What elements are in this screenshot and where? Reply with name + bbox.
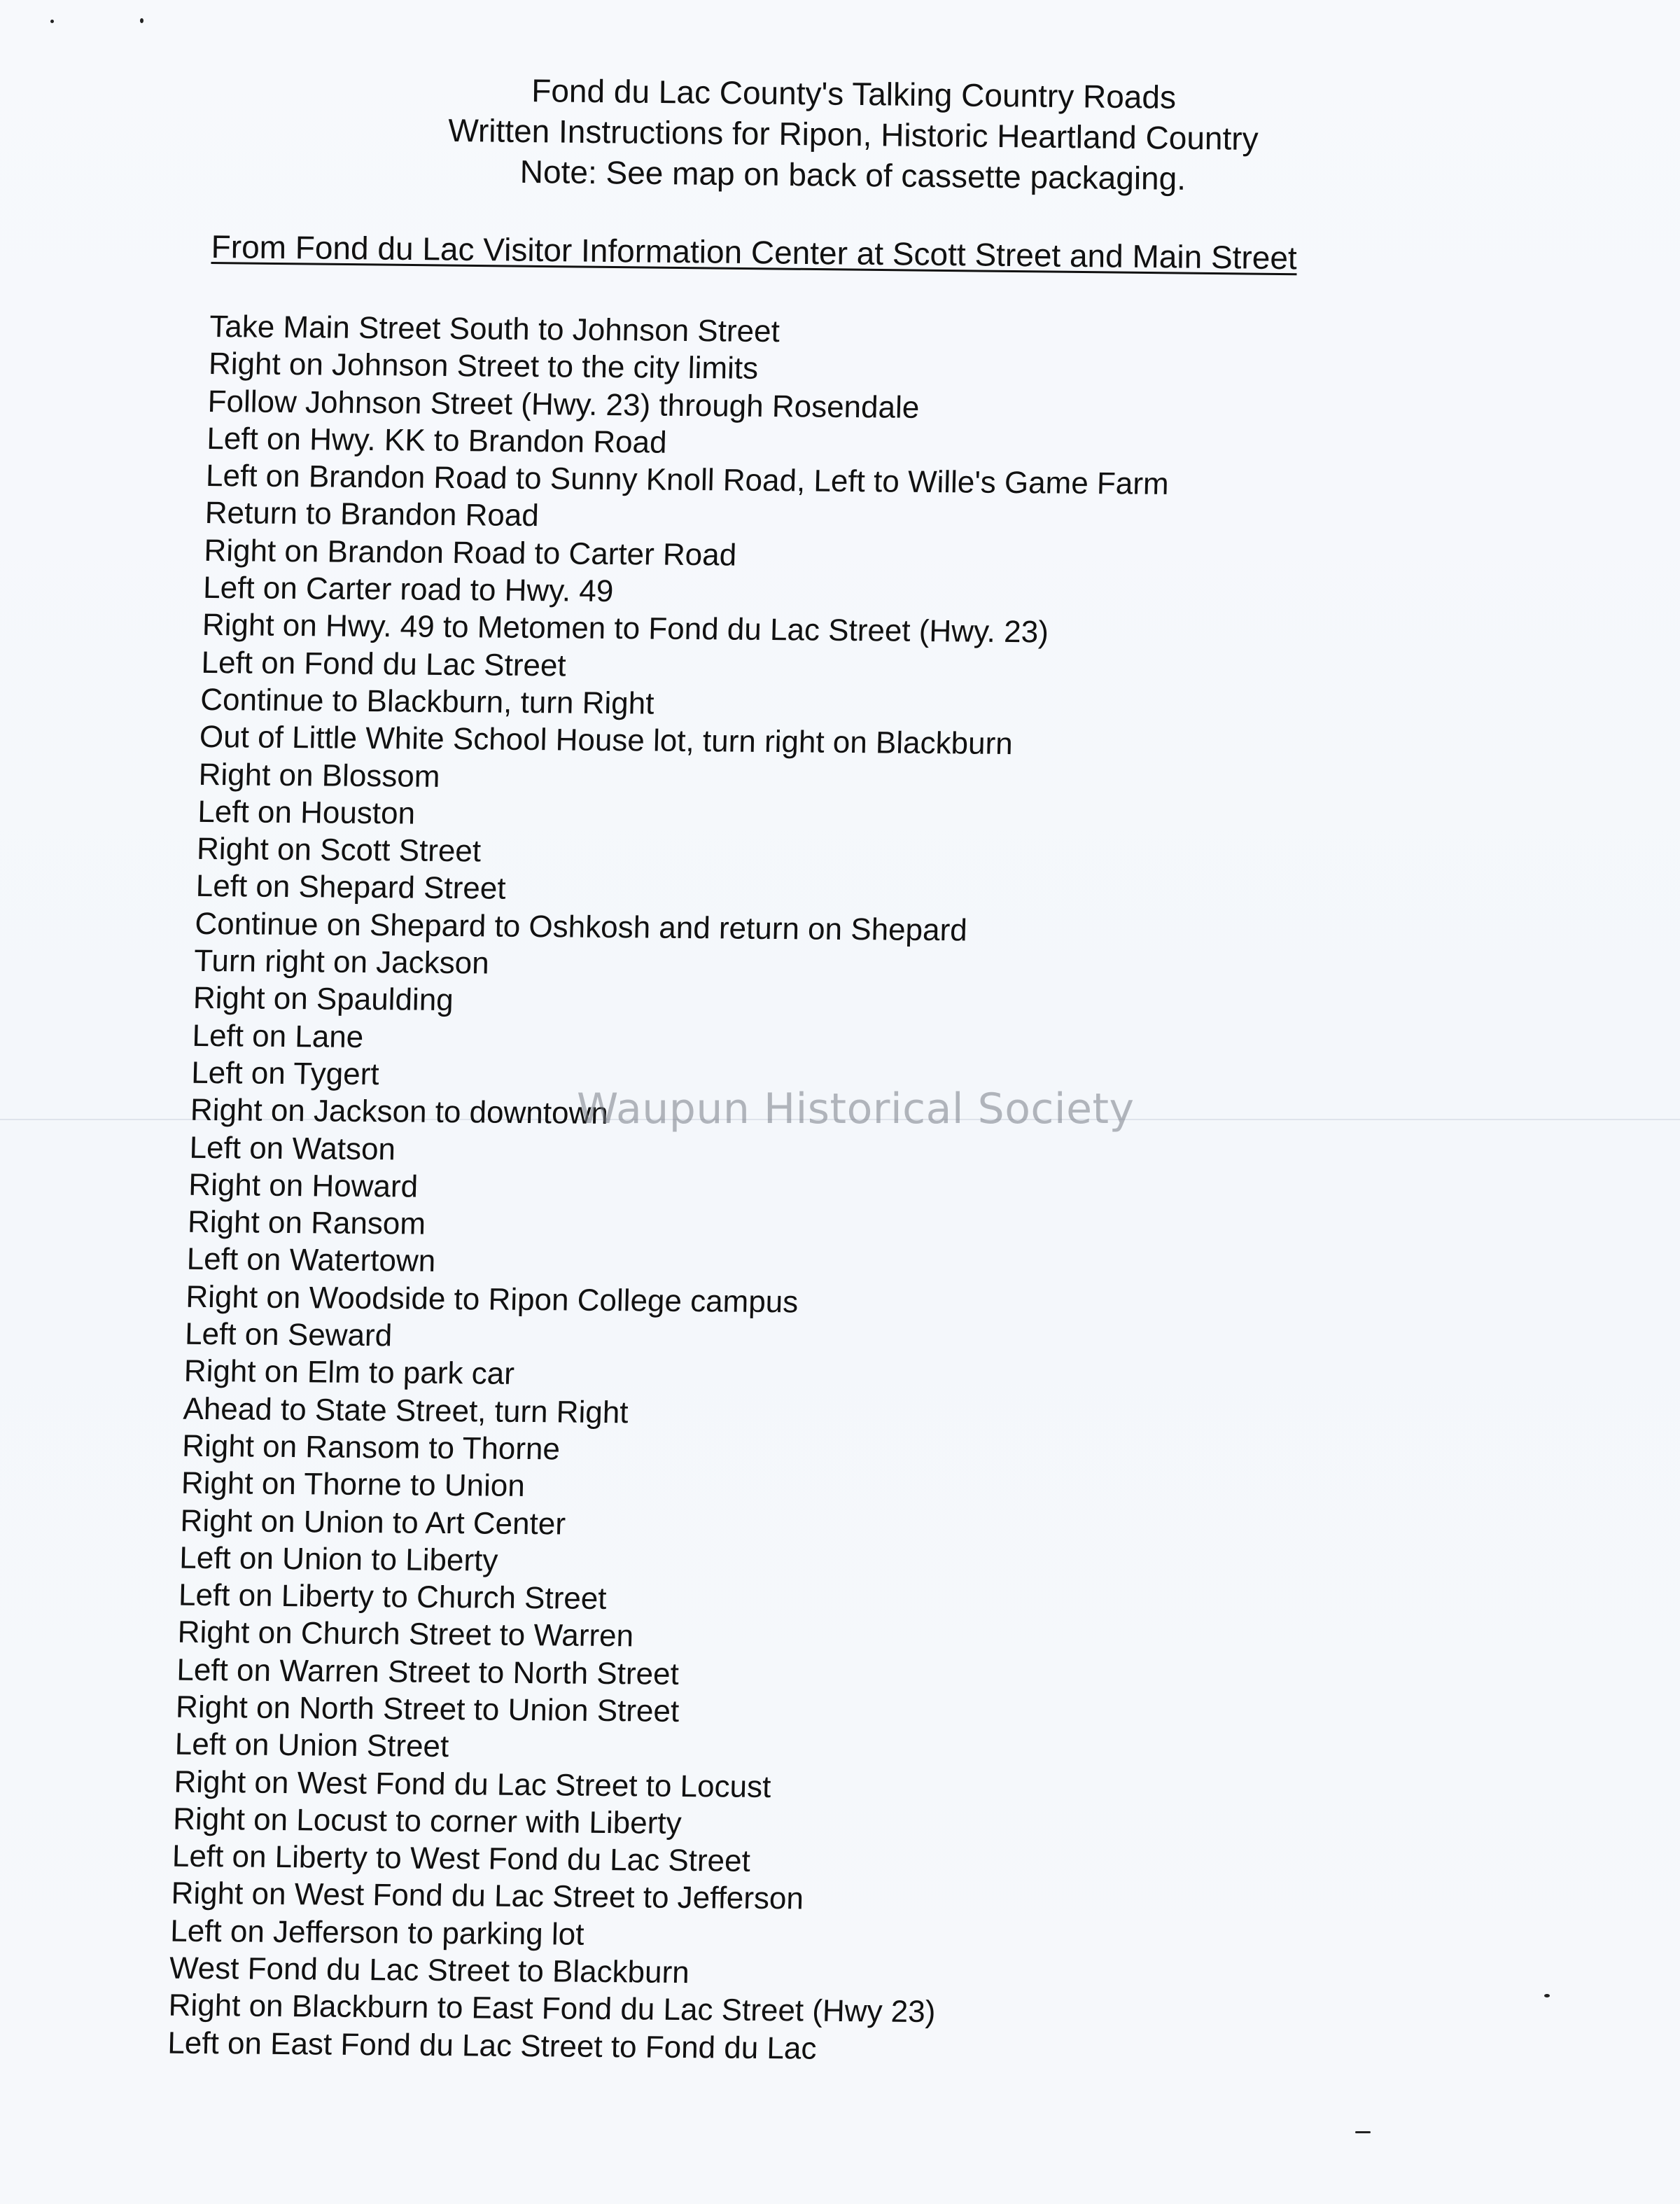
direction-step: Right on Spaulding [192,981,454,1018]
direction-step: Left on Union Street [174,1727,449,1764]
direction-step: Right on Jackson to downtown [190,1093,609,1131]
direction-step: Ahead to State Street, turn Right [182,1391,629,1430]
direction-step: Left on Liberty to West Fond du Lac Street [172,1839,751,1878]
direction-step: Left on Watson [189,1130,396,1166]
direction-step: Right on West Fond du Lac Street to Jefferson [171,1876,804,1916]
direction-step: Left on Seward [184,1316,393,1353]
scan-speck [140,18,144,23]
direction-step: Left on Warren Street to North Street [176,1652,680,1692]
direction-step: Continue to Blackburn, turn Right [200,682,655,721]
document-header [391,69,1316,200]
direction-step: Right on Johnson Street to the city limits [208,347,759,386]
scan-speck [50,20,54,23]
direction-step: Continue on Shepard to Oshkosh and return on Shepard [194,906,968,948]
direction-step: Right on Scott Street [196,832,482,869]
header-title: Fond du Lac County's Talking Country Roads [531,72,1177,116]
direction-step: Out of Little White School House lot, turn right on Blackburn [199,720,1014,762]
direction-step: Left on Jefferson to parking lot [169,1913,585,1952]
direction-step: Left on Tygert [190,1055,380,1092]
direction-step: Follow Johnson Street (Hwy. 23) through Rosendale [207,384,920,425]
direction-step: Right on Blossom [198,757,441,794]
route-subheading: From Fond du Lac Visitor Information Center at Scott Street and Main Street [211,228,1298,277]
direction-step: Take Main Street South to Johnson Street [209,309,780,349]
direction-step: West Fond du Lac Street to Blackburn [169,1951,690,1990]
header-subtitle: Written Instructions for Ripon, Historic Heartland Country [448,111,1259,157]
direction-step: Right on Hwy. 49 to Metomen to Fond du Lac Street (Hwy. 23) [202,608,1049,650]
direction-step: Left on Brandon Road to Sunny Knoll Road, Left to Wille's Game Farm [205,459,1170,502]
direction-step: Left on Hwy. KK to Brandon Road [206,421,668,460]
scan-speck [1355,2131,1371,2133]
direction-step: Right on Thorne to Union [181,1465,526,1504]
direction-step: Left on Liberty to Church Street [178,1577,608,1617]
direction-step: Right on Ransom to Thorne [181,1428,561,1467]
direction-step: Right on Woodside to Ripon College campus [185,1279,799,1320]
direction-step: Right on Howard [188,1167,419,1204]
direction-step: Left on Watertown [186,1242,436,1279]
direction-step: Right on Brandon Road to Carter Road [203,533,737,573]
direction-step: Right on West Fond du Lac Street to Locust [173,1764,771,1804]
direction-step: Return to Brandon Road [204,496,540,533]
direction-step: Left on Lane [192,1018,364,1054]
direction-step: Left on Fond du Lac Street [201,645,567,683]
direction-step: Left on Carter road to Hwy. 49 [202,571,614,609]
directions-list [167,308,1173,2070]
direction-step: Right on Church Street to Warren [177,1615,634,1654]
direction-step: Right on Ransom [187,1204,426,1241]
direction-step: Right on North Street to Union Street [175,1689,680,1729]
direction-step: Right on Elm to park car [183,1354,515,1392]
direction-step: Left on Union to Liberty [178,1540,498,1578]
scan-speck [1544,1994,1550,1997]
direction-step: Left on Houston [197,794,416,831]
direction-step: Right on Blackburn to East Fond du Lac Street (Hwy 23) [168,1988,936,2030]
direction-step: Turn right on Jackson [193,943,490,981]
direction-step: Right on Union to Art Center [180,1503,566,1541]
watermark: Waupun Historical Society [577,1084,1135,1134]
direction-step: Left on Shepard Street [195,869,507,907]
direction-step: Left on East Fond du Lac Street to Fond du Lac [167,2025,818,2066]
header-note: Note: See map on back of cassette packaging. [519,153,1186,197]
direction-step: Right on Locust to corner with Liberty [172,1801,682,1841]
